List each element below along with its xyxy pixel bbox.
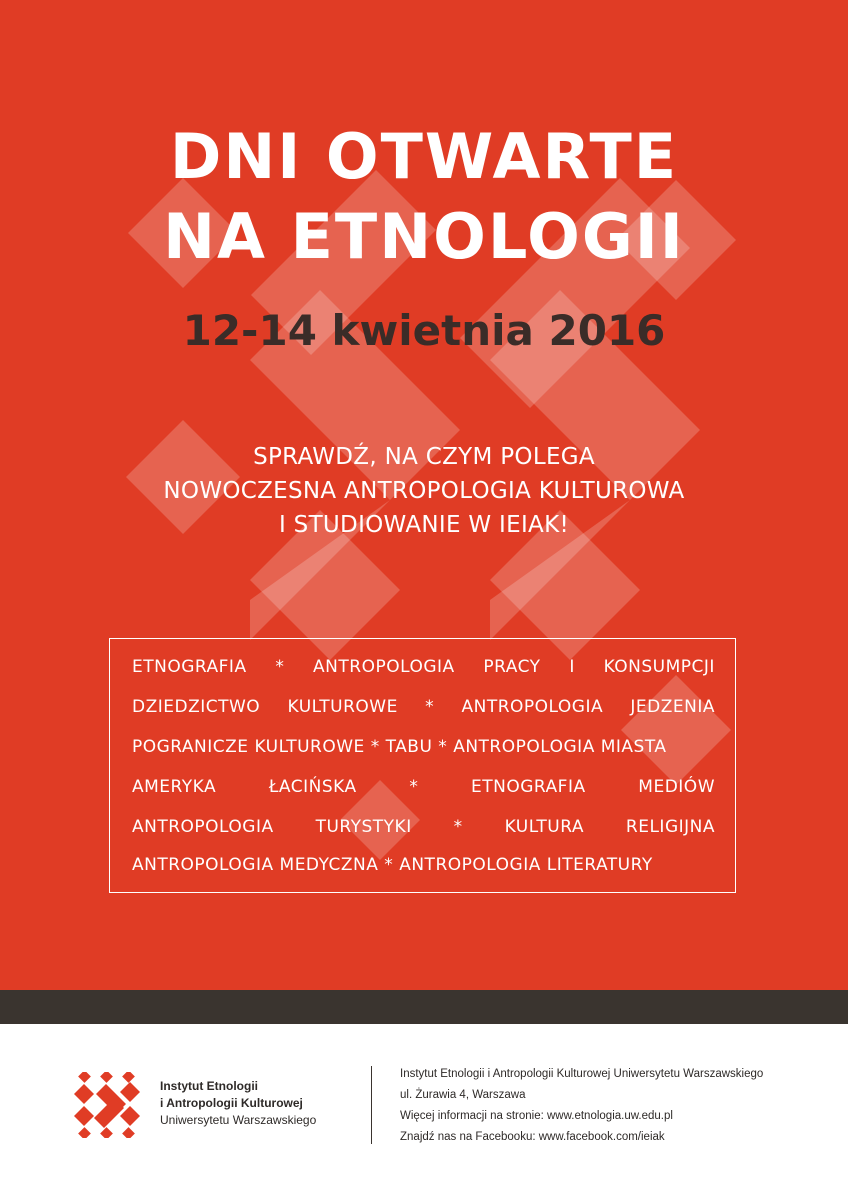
institute-logo-icon bbox=[74, 1072, 140, 1138]
topic-line bbox=[132, 855, 715, 875]
topic-word: KONSUMPCJI bbox=[603, 657, 715, 677]
topic-word: ANTROPOLOGIA bbox=[461, 697, 604, 717]
event-date: 12-14 kwietnia 2016 bbox=[182, 306, 666, 355]
topic-word: * bbox=[409, 777, 419, 797]
topic-text: POGRANICZE KULTUROWE * TABU * ANTROPOLOGIA MIASTA bbox=[132, 737, 667, 757]
topic-word: * bbox=[425, 697, 435, 717]
subtitle-line: I STUDIOWANIE W IEIAK! bbox=[278, 512, 569, 538]
contact-institute: Instytut Etnologii i Antropologii Kulturowej Uniwersytetu Warszawskiego bbox=[400, 1068, 764, 1080]
topic-word: * bbox=[275, 657, 285, 677]
topic-word: MEDIÓW bbox=[638, 777, 715, 797]
contact-info bbox=[400, 1064, 763, 1148]
topic-word: KULTURA bbox=[504, 817, 584, 837]
footer-bar bbox=[0, 990, 848, 1024]
topic-word: DZIEDZICTWO bbox=[132, 697, 261, 717]
contact-website: Więcej informacji na stronie: www.etnologia.uw.edu.pl bbox=[400, 1110, 673, 1122]
topic-word: * bbox=[453, 817, 463, 837]
subtitle bbox=[0, 440, 848, 542]
institute-logo-text bbox=[160, 1078, 316, 1129]
logo-line: Instytut Etnologii bbox=[160, 1079, 258, 1093]
logo-line: Uniwersytetu Warszawskiego bbox=[160, 1113, 317, 1127]
topics-box bbox=[109, 638, 736, 893]
subtitle-line: SPRAWDŹ, NA CZYM POLEGA bbox=[253, 444, 595, 470]
topic-line bbox=[132, 777, 715, 797]
topic-word: ETNOGRAFIA bbox=[471, 777, 586, 797]
topic-word: ŁACIŃSKA bbox=[268, 777, 357, 797]
topic-line bbox=[132, 737, 715, 757]
topic-word: JEDZENIA bbox=[630, 697, 715, 717]
topic-word: ANTROPOLOGIA bbox=[132, 817, 274, 837]
contact-facebook: Znajdź nas na Facebooku: www.facebook.com/ieiak bbox=[400, 1131, 665, 1143]
topic-word: PRACY bbox=[483, 657, 541, 677]
topic-line bbox=[132, 657, 715, 677]
topic-word: ETNOGRAFIA bbox=[132, 657, 247, 677]
subtitle-line: NOWOCZESNA ANTROPOLOGIA KULTUROWA bbox=[163, 478, 685, 504]
topic-word: AMERYKA bbox=[132, 777, 217, 797]
topic-line bbox=[132, 697, 715, 717]
topic-text: ANTROPOLOGIA MEDYCZNA * ANTROPOLOGIA LITERATURY bbox=[132, 855, 653, 875]
title-line-1: DNI OTWARTE bbox=[169, 120, 679, 193]
topic-word: RELIGIJNA bbox=[625, 817, 715, 837]
topic-word: TURYSTYKI bbox=[315, 817, 412, 837]
topic-line bbox=[132, 817, 715, 837]
topic-word: ANTROPOLOGIA bbox=[313, 657, 455, 677]
topic-word: I bbox=[569, 657, 575, 677]
contact-address: ul. Żurawia 4, Warszawa bbox=[400, 1089, 526, 1101]
logo-line: i Antropologii Kulturowej bbox=[160, 1096, 303, 1110]
topic-word: KULTUROWE bbox=[287, 697, 398, 717]
footer-divider bbox=[371, 1066, 372, 1144]
title-line-2: NA ETNOLOGII bbox=[163, 200, 685, 273]
